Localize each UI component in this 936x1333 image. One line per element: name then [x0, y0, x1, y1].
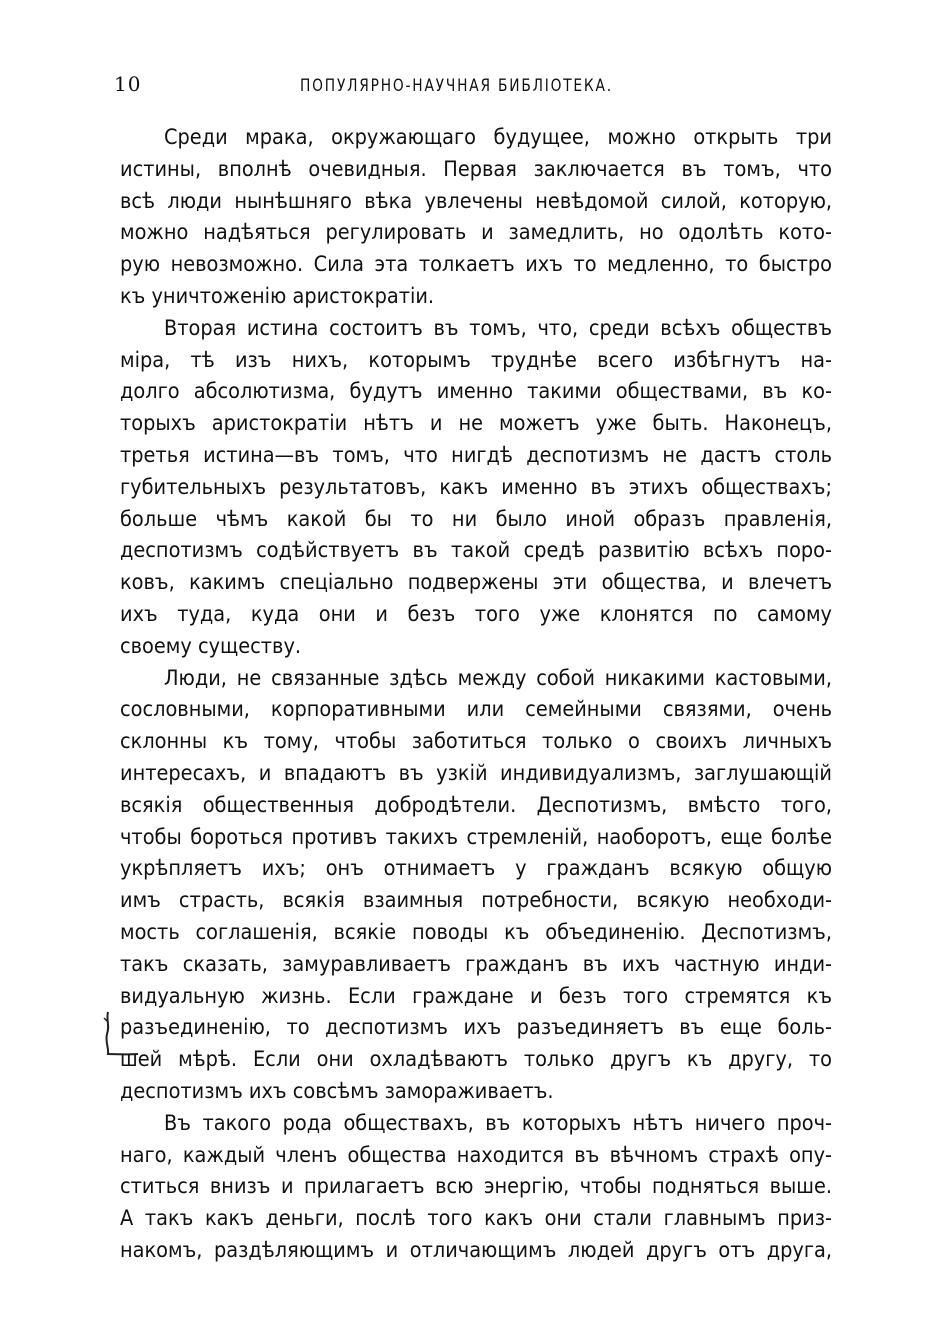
- page-number: 10: [114, 72, 142, 96]
- text-line: разъединенію, то деспотизмъ ихъ разъединяетъ въ еще боль-: [120, 1015, 832, 1041]
- text-line: міра, тѣ изъ нихъ, которымъ труднѣе всего избѣгнутъ на-: [120, 347, 832, 373]
- text-line: къ уничтоженію аристократіи.: [120, 283, 435, 309]
- text-line: торыхъ аристократіи нѣтъ и не можетъ уже быть. Наконецъ,: [120, 411, 832, 437]
- text-line: шей мѣрѣ. Если они охладѣваютъ только другъ къ другу, то: [120, 1047, 832, 1073]
- text-line: больше чѣмъ какой бы то ни было иной образъ правленія,: [120, 506, 832, 532]
- text-line: ститься внизъ и прилагаетъ всю энергію, чтобы подняться выше.: [120, 1174, 832, 1200]
- text-line: видуальную жизнь. Если граждане и безъ того стремятся къ: [120, 983, 832, 1009]
- text-line: сословными, корпоративными или семейными связями, очень: [120, 697, 832, 723]
- text-line: истины, вполнѣ очевидныя. Первая заключается въ томъ, что: [120, 156, 832, 182]
- body-text: [120, 122, 832, 1267]
- text-line: Люди, не связанные здѣсь между собой никакими кастовыми,: [164, 665, 832, 691]
- text-line: Среди мрака, окружающаго будущее, можно открыть три: [164, 125, 832, 150]
- text-line: можно надѣяться регулировать и замедлить, но одолѣть кото-: [120, 220, 832, 246]
- text-line: ковъ, какимъ спеціально подвержены эти общества, и влечетъ: [120, 570, 832, 596]
- text-line: ихъ туда, куда они и безъ того уже клонятся по самому: [120, 601, 832, 627]
- text-line: Въ такого рода обществахъ, въ которыхъ нѣтъ ничего проч-: [164, 1110, 832, 1136]
- text-line: губительныхъ результатовъ, какъ именно въ этихъ обществахъ;: [120, 474, 832, 500]
- text-line: деспотизмъ содѣйствуетъ въ такой средѣ развитію всѣхъ поро-: [120, 538, 832, 564]
- text-line: чтобы бороться противъ такихъ стремленій, наоборотъ, еще болѣе: [120, 824, 832, 850]
- text-line: долго абсолютизма, будутъ именно такими обществами, въ ко-: [120, 379, 832, 405]
- text-line: третья истина—въ томъ, что нигдѣ деспотизмъ не дастъ столь: [120, 442, 832, 468]
- text-line: имъ страсть, всякія взаимныя потребности, всякую необходи-: [120, 888, 832, 914]
- text-line: деспотизмъ ихъ совсѣмъ замораживаетъ.: [120, 1078, 554, 1104]
- text-line: всѣ люди нынѣшняго вѣка увлечены невѣдомой силой, которую,: [120, 188, 832, 214]
- running-head: ПОПУЛЯРНО-НАУЧНАЯ БИБЛІОТЕКА.: [300, 76, 613, 96]
- text-line: мость соглашенія, всякіе поводы къ объединенію. Деспотизмъ,: [120, 919, 832, 945]
- text-line: склонны къ тому, чтобы заботиться только о своихъ личныхъ: [120, 729, 832, 755]
- text-line: такъ сказать, замуравливаетъ гражданъ въ ихъ частную инди-: [120, 951, 832, 977]
- text-line: интересахъ, и впадаютъ въ узкій индивидуализмъ, заглушающій: [120, 760, 832, 786]
- text-line: своему существу.: [120, 633, 302, 659]
- text-line: накомъ, раздѣляющимъ и отличающимъ людей другъ отъ друга,: [120, 1237, 832, 1263]
- text-line: А такъ какъ деньги, послѣ того какъ они стали главнымъ приз-: [120, 1206, 832, 1232]
- text-line: укрѣпляетъ ихъ; онъ отнимаетъ у гражданъ всякую общую: [120, 856, 832, 882]
- text-line: Вторая истина состоитъ въ томъ, что, среди всѣхъ обществъ: [164, 315, 832, 341]
- text-line: наго, каждый членъ общества находится въ вѣчномъ страхѣ опу-: [120, 1142, 832, 1168]
- text-line: рую невозможно. Сила эта толкаетъ ихъ то медленно, то быстро: [120, 252, 832, 278]
- text-line: всякія общественныя добродѣтели. Деспотизмъ, вмѣсто того,: [120, 792, 832, 818]
